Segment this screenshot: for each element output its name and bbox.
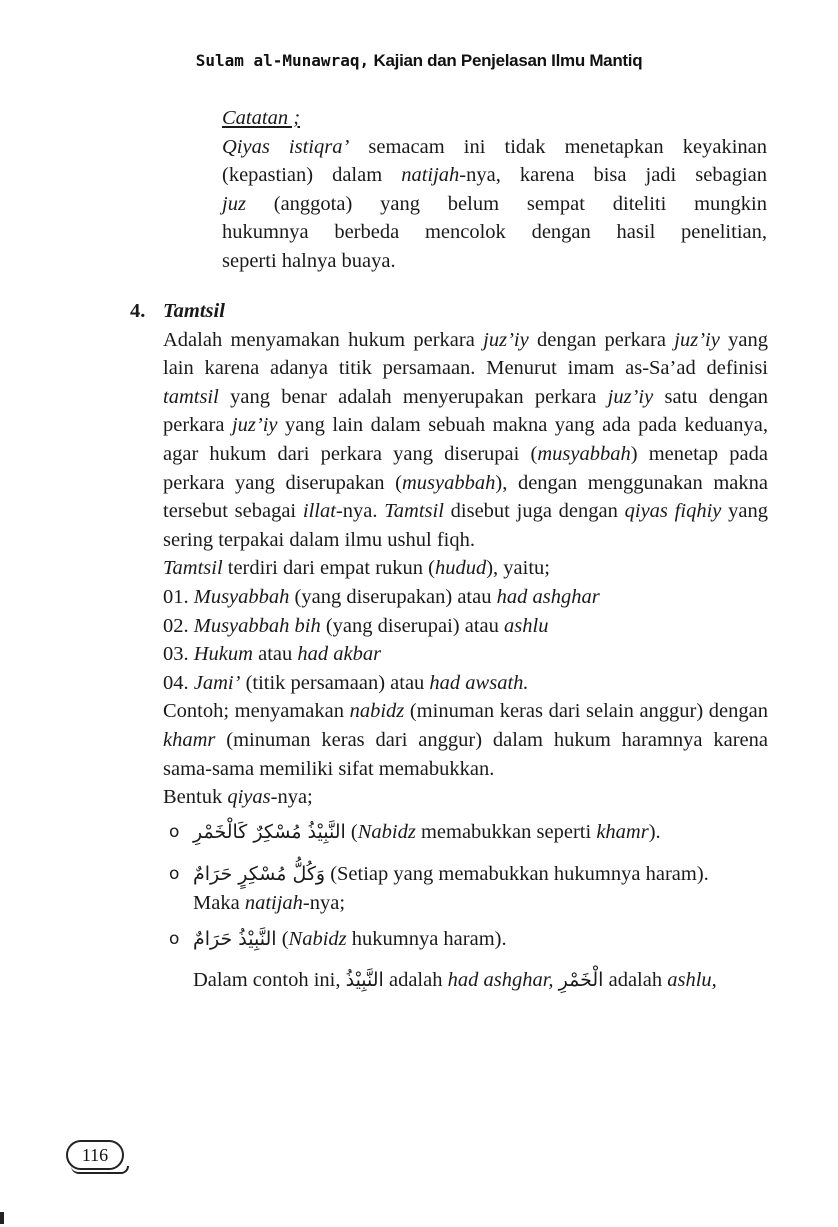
maka-line: Maka natijah-nya;: [193, 891, 346, 914]
syllogism-minor-premise: o النَّبِيْذُ مُسْكِرٌ كَالْخَمْرِ (Nabidz memabukkan seperti khamr).: [163, 818, 768, 847]
note-line: Qiyas istiqra’ semacam ini tidak menetapkan keyakinan: [222, 135, 767, 158]
bullet-marker: o: [169, 821, 180, 842]
section-heading: [130, 297, 768, 326]
bullet-marker: o: [169, 929, 180, 950]
arabic-text: النَّبِيْذُ حَرَامٌ: [193, 928, 277, 951]
note-block: [222, 104, 767, 276]
note-line: hukumnya berbeda mencolok dengan hasil penelitian,: [222, 221, 767, 244]
running-header: [0, 50, 838, 72]
definition-paragraph: Adalah menyamakan hukum perkara juz’iy dengan perkara juz’iy yang lain karena adanya titik persamaan. Menurut imam as-Sa’ad definisi tamtsil yang benar adalah menyerupakan perkara juz’iy satu dengan perkara juz’iy yang lain dalam sebuah makna yang ada pada keduanya, agar hukum dari perkara yang diserupai (musyabbah) menetap pada perkara yang diserupakan (musyabbah), dengan menggunakan makna tersebut sebagai illat-nya. Tamtsil disebut juga dengan qiyas fiqhiy yang sering terpakai dalam ilmu ushul fiqh.: [163, 328, 768, 551]
note-line: juz (anggota) yang belum sempat diteliti mungkin: [222, 192, 767, 215]
arabic-text: وَكُلُّ مُسْكِرٍ حَرَامٌ: [193, 863, 326, 886]
note-line: seperti halnya buaya.: [222, 249, 396, 272]
section-number: 4.: [130, 300, 146, 322]
note-title: Catatan ;: [222, 107, 301, 129]
section-tamtsil: [130, 297, 768, 995]
rukun-intro: Tamtsil terdiri dari empat rukun (hudud), yaitu;: [163, 557, 550, 580]
rukun-item: 04. Jami’ (titik persamaan) atau had awsath.: [163, 671, 529, 694]
scan-edge-mark: [0, 1212, 4, 1224]
rukun-item: 02. Musyabbah bih (yang diserupai) atau ashlu: [163, 614, 549, 637]
contoh-paragraph: Contoh; menyamakan nabidz (minuman keras dari selain anggur) dengan khamr (minuman keras dari anggur) dalam hukum haramnya karena sama-sama memiliki sifat memabukkan.: [163, 700, 768, 780]
arabic-text: النَّبِيْذُ مُسْكِرٌ كَالْخَمْرِ: [193, 820, 346, 843]
rukun-item: 03. Hukum atau had akbar: [163, 643, 382, 666]
section-title: Tamtsil: [163, 300, 225, 322]
syllogism-major-premise: o وَكُلُّ مُسْكِرٍ حَرَامٌ (Setiap yang memabukkan hukumnya haram).: [163, 860, 768, 889]
header-book-title: Sulam al-Munawraq,: [195, 51, 370, 70]
rukun-item: 01. Musyabbah (yang diserupakan) atau had ashghar: [163, 585, 600, 608]
note-line: (kepastian) dalam natijah-nya, karena bisa jadi sebagian: [222, 164, 767, 187]
bentuk-line: Bentuk qiyas-nya;: [163, 786, 313, 809]
header-subtitle: Kajian dan Penjelasan Ilmu Mantiq: [369, 51, 643, 70]
arabic-text: الْخَمْرِ: [558, 969, 604, 992]
arabic-text: النَّبِيْذُ: [345, 969, 384, 992]
page-number: 116: [66, 1140, 124, 1170]
dalam-contoh-line: Dalam contoh ini, النَّبِيْذُ adalah had ashghar, الْخَمْرِ adalah ashlu,: [193, 969, 717, 992]
bullet-marker: o: [169, 864, 180, 885]
syllogism-conclusion: o النَّبِيْذُ حَرَامٌ (Nabidz hukumnya haram).: [163, 925, 768, 954]
